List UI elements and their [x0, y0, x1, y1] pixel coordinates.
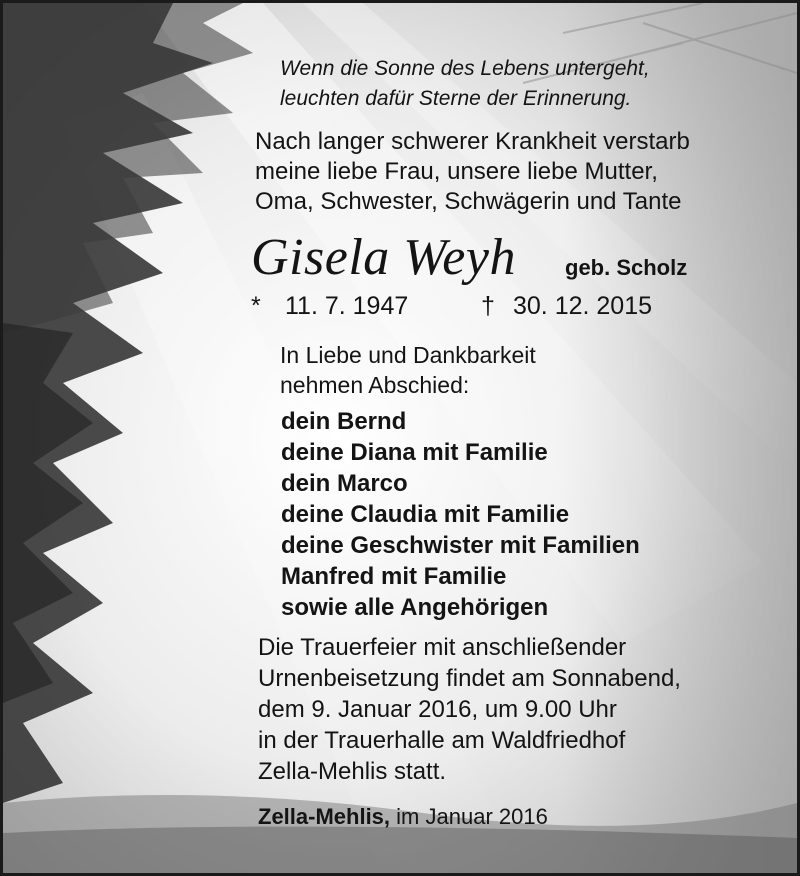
ceremony-line-3: dem 9. Januar 2016, um 9.00 Uhr [258, 696, 617, 723]
mourner-item: sowie alle Angehörigen [281, 594, 549, 621]
death-date: 30. 12. 2015 [513, 292, 653, 320]
farewell-line-2: nehmen Abschied: [280, 372, 470, 398]
ceremony-line-2: Urnenbeisetzung findet am Sonnabend, [258, 665, 681, 692]
mourner-item: deine Diana mit Familie [281, 439, 548, 466]
farewell-line-1: In Liebe und Dankbarkeit [280, 342, 536, 368]
mourner-item: deine Geschwister mit Familien [281, 532, 640, 559]
ceremony-line-1: Die Trauerfeier mit anschließender [258, 634, 627, 661]
mourner-item: dein Marco [281, 470, 408, 497]
intro-line-2: meine liebe Frau, unsere liebe Mutter, [255, 158, 658, 185]
ceremony-line-4: in der Trauerhalle am Waldfriedhof [258, 727, 626, 754]
mourner-item: dein Bernd [281, 408, 407, 435]
closing-place: Zella-Mehlis, [258, 804, 391, 829]
closing-line [258, 806, 548, 828]
birth-symbol: * [251, 292, 261, 320]
intro-line-3: Oma, Schwester, Schwägerin und Tante [255, 188, 682, 215]
intro-line-1: Nach langer schwerer Krankheit verstarb [255, 128, 690, 155]
motto-line-2: leuchten dafür Sterne der Erinnerung. [280, 87, 632, 110]
closing-date: im Januar 2016 [396, 804, 548, 829]
deceased-name: Gisela Weyh [251, 229, 516, 286]
mourner-item: deine Claudia mit Familie [281, 501, 570, 528]
mourner-item: Manfred mit Familie [281, 563, 507, 590]
death-symbol: † [481, 292, 495, 320]
maiden-name: geb. Scholz [565, 255, 688, 280]
motto-line-1: Wenn die Sonne des Lebens untergeht, [280, 57, 650, 80]
ceremony-line-5: Zella-Mehlis statt. [258, 758, 447, 785]
birth-date: 11. 7. 1947 [285, 292, 409, 320]
